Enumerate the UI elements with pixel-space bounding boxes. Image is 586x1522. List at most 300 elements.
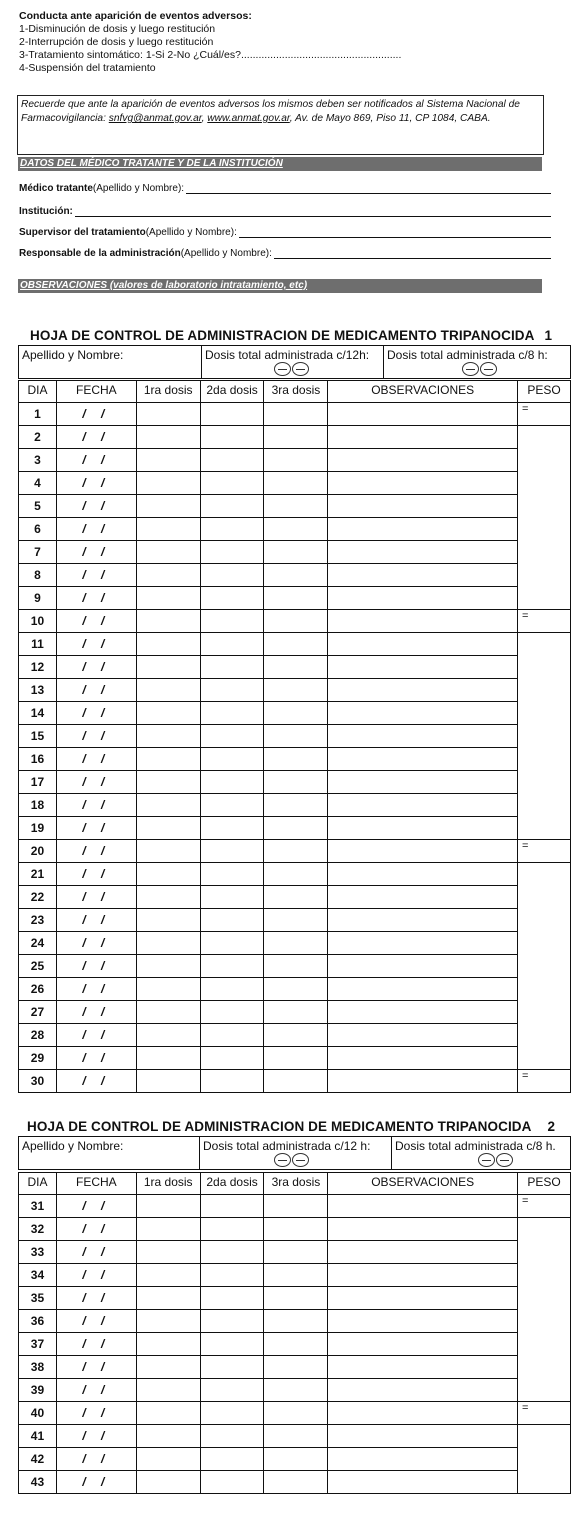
dose-1-cell[interactable] (136, 1402, 200, 1425)
col-dose-3: 3ra dosis (264, 381, 328, 403)
observations-cell[interactable] (328, 1218, 518, 1241)
weight-cell-continuation[interactable] (518, 794, 571, 817)
date-field[interactable]: / / (56, 1356, 136, 1379)
dose-2-cell[interactable] (200, 1264, 264, 1287)
date-field[interactable]: / / (56, 449, 136, 472)
observations-cell[interactable] (328, 702, 518, 725)
table-row (19, 1425, 571, 1448)
notice-web-link[interactable]: www.anmat.gov.ar (207, 113, 290, 124)
observations-cell[interactable] (328, 1333, 518, 1356)
observations-cell[interactable] (328, 541, 518, 564)
dose-2-cell[interactable] (200, 449, 264, 472)
weight-cell-continuation[interactable] (518, 564, 571, 587)
date-field[interactable]: / / (56, 748, 136, 771)
dose-1-cell[interactable] (136, 610, 200, 633)
dose-3-cell[interactable] (264, 886, 328, 909)
observations-cell[interactable] (328, 1448, 518, 1471)
dose-1-cell[interactable] (136, 1379, 200, 1402)
observations-cell[interactable] (328, 909, 518, 932)
day-number: 42 (19, 1448, 57, 1471)
dose-1-cell[interactable] (136, 679, 200, 702)
dose-1-cell[interactable] (136, 1333, 200, 1356)
dose-1-cell[interactable] (136, 978, 200, 1001)
dose-2-cell[interactable] (200, 1195, 264, 1218)
dose-2-cell[interactable] (200, 1425, 264, 1448)
observations-cell[interactable] (328, 771, 518, 794)
date-field[interactable]: / / (56, 1310, 136, 1333)
day-number: 43 (19, 1471, 57, 1494)
date-field[interactable]: / / (56, 1379, 136, 1402)
dose-2-cell[interactable] (200, 518, 264, 541)
dose-3-cell[interactable] (264, 1047, 328, 1070)
dose-1-cell[interactable] (136, 472, 200, 495)
date-field[interactable]: / / (56, 1070, 136, 1093)
observations-cell[interactable] (328, 932, 518, 955)
weight-cell-continuation[interactable] (518, 978, 571, 1001)
observations-cell[interactable] (328, 1287, 518, 1310)
observations-cell[interactable] (328, 679, 518, 702)
dose-2-cell[interactable] (200, 863, 264, 886)
dose-2-cell[interactable] (200, 541, 264, 564)
dose-3-cell[interactable] (264, 1241, 328, 1264)
dose-1-cell[interactable] (136, 518, 200, 541)
weight-cell-continuation[interactable] (518, 656, 571, 679)
dose-2-cell[interactable] (200, 1448, 264, 1471)
date-field[interactable]: / / (56, 1333, 136, 1356)
dose-3-cell[interactable] (264, 518, 328, 541)
dose-1-cell[interactable] (136, 633, 200, 656)
dose-2-cell[interactable] (200, 1218, 264, 1241)
observations-cell[interactable] (328, 840, 518, 863)
dose-1-cell[interactable] (136, 1287, 200, 1310)
dose-3-cell[interactable] (264, 932, 328, 955)
dose-1-cell[interactable] (136, 817, 200, 840)
table-row (19, 633, 571, 656)
date-field[interactable]: / / (56, 1195, 136, 1218)
dose-2-cell[interactable] (200, 840, 264, 863)
dose-1-cell[interactable] (136, 449, 200, 472)
dose-3-cell[interactable] (264, 656, 328, 679)
dose-2-cell[interactable] (200, 725, 264, 748)
dose-1-cell[interactable] (136, 1471, 200, 1494)
weight-cell-continuation[interactable] (518, 449, 571, 472)
date-field[interactable]: / / (56, 610, 136, 633)
notice-email-link[interactable]: snfvg@anmat.gov.ar (108, 113, 202, 124)
observations-cell[interactable] (328, 426, 518, 449)
observations-cell[interactable] (328, 1356, 518, 1379)
date-field[interactable]: / / (56, 794, 136, 817)
dose-2-cell[interactable] (200, 610, 264, 633)
date-field[interactable]: / / (56, 403, 136, 426)
date-field[interactable]: / / (56, 1402, 136, 1425)
dose-1-cell[interactable] (136, 1356, 200, 1379)
date-field[interactable]: / / (56, 702, 136, 725)
observations-cell[interactable] (328, 1310, 518, 1333)
weight-cell[interactable]: = (518, 1402, 571, 1425)
dose-1-cell[interactable] (136, 495, 200, 518)
observations-cell[interactable] (328, 1241, 518, 1264)
dose-2-cell[interactable] (200, 955, 264, 978)
dose-3-cell[interactable] (264, 1379, 328, 1402)
date-field[interactable]: / / (56, 1471, 136, 1494)
observations-cell[interactable] (328, 587, 518, 610)
observations-cell[interactable] (328, 564, 518, 587)
dose-2-cell[interactable] (200, 587, 264, 610)
dose-3-cell[interactable] (264, 403, 328, 426)
dose-3-cell[interactable] (264, 449, 328, 472)
observations-cell[interactable] (328, 449, 518, 472)
dose-2-cell[interactable] (200, 1402, 264, 1425)
dose-3-cell[interactable] (264, 1356, 328, 1379)
weight-cell-continuation[interactable] (518, 1241, 571, 1264)
weight-cell-continuation[interactable] (518, 541, 571, 564)
observations-cell[interactable] (328, 725, 518, 748)
dose-2-cell[interactable] (200, 403, 264, 426)
weight-cell[interactable]: = (518, 1070, 571, 1093)
dose-2-cell[interactable] (200, 1024, 264, 1047)
dose-3-cell[interactable] (264, 1218, 328, 1241)
observations-cell[interactable] (328, 1379, 518, 1402)
dose-1-cell[interactable] (136, 863, 200, 886)
weight-cell-continuation[interactable] (518, 1333, 571, 1356)
dose-3-cell[interactable] (264, 541, 328, 564)
date-field[interactable]: / / (56, 1264, 136, 1287)
dose-1-cell[interactable] (136, 1218, 200, 1241)
date-field[interactable]: / / (56, 656, 136, 679)
weight-cell-continuation[interactable] (518, 932, 571, 955)
dose-2-cell[interactable] (200, 748, 264, 771)
date-field[interactable]: / / (56, 909, 136, 932)
date-field[interactable]: / / (56, 633, 136, 656)
date-field[interactable]: / / (56, 426, 136, 449)
dose-1-cell[interactable] (136, 1047, 200, 1070)
date-field[interactable]: / / (56, 1001, 136, 1024)
dose-2-cell[interactable] (200, 633, 264, 656)
observations-cell[interactable] (328, 817, 518, 840)
weight-cell-continuation[interactable] (518, 518, 571, 541)
observations-cell[interactable] (328, 518, 518, 541)
dose-3-cell[interactable] (264, 1024, 328, 1047)
observations-cell[interactable] (328, 403, 518, 426)
weight-cell-continuation[interactable] (518, 748, 571, 771)
dose-3-cell[interactable] (264, 909, 328, 932)
observations-cell[interactable] (328, 886, 518, 909)
date-field[interactable]: / / (56, 840, 136, 863)
dose-2-cell[interactable] (200, 886, 264, 909)
date-field[interactable]: / / (56, 886, 136, 909)
dose-2-cell[interactable] (200, 909, 264, 932)
observations-cell[interactable] (328, 1001, 518, 1024)
observations-cell[interactable] (328, 1471, 518, 1494)
weight-cell[interactable]: = (518, 1195, 571, 1218)
dose-1-cell[interactable] (136, 541, 200, 564)
observations-cell[interactable] (328, 1047, 518, 1070)
table-row (19, 495, 571, 518)
weight-cell-continuation[interactable] (518, 725, 571, 748)
weight-cell-continuation[interactable] (518, 1356, 571, 1379)
dose-3-cell[interactable] (264, 1001, 328, 1024)
dose-1-cell[interactable] (136, 794, 200, 817)
observations-cell[interactable] (328, 1195, 518, 1218)
date-field[interactable]: / / (56, 541, 136, 564)
day-number: 15 (19, 725, 57, 748)
dose-1-cell[interactable] (136, 587, 200, 610)
dose-3-cell[interactable] (264, 863, 328, 886)
dose-2-cell[interactable] (200, 817, 264, 840)
date-field[interactable]: / / (56, 564, 136, 587)
dose-2-cell[interactable] (200, 1287, 264, 1310)
field-supervisor[interactable] (19, 227, 551, 238)
weight-cell-continuation[interactable] (518, 702, 571, 725)
dose-2-cell[interactable] (200, 932, 264, 955)
field-medico-line[interactable] (186, 184, 551, 194)
dose-3-cell[interactable] (264, 1310, 328, 1333)
weight-cell-continuation[interactable] (518, 771, 571, 794)
sheet-1-patient-cell[interactable] (19, 346, 201, 378)
observations-cell[interactable] (328, 863, 518, 886)
dose-1-cell[interactable] (136, 1425, 200, 1448)
dose-3-cell[interactable] (264, 955, 328, 978)
capsule-icon (496, 1153, 513, 1167)
dose-3-cell[interactable] (264, 564, 328, 587)
dose-1-cell[interactable] (136, 955, 200, 978)
dose-1-cell[interactable] (136, 840, 200, 863)
dose-3-cell[interactable] (264, 771, 328, 794)
weight-cell-continuation[interactable] (518, 587, 571, 610)
dose-1-cell[interactable] (136, 1448, 200, 1471)
sheet-1-patient-label: Apellido y Nombre: (22, 348, 124, 362)
observations-cell[interactable] (328, 656, 518, 679)
date-field[interactable]: / / (56, 1218, 136, 1241)
field-responsable-line[interactable] (274, 249, 551, 259)
observations-cell[interactable] (328, 1070, 518, 1093)
date-field[interactable]: / / (56, 1241, 136, 1264)
date-field[interactable]: / / (56, 1287, 136, 1310)
dose-2-cell[interactable] (200, 679, 264, 702)
observations-cell[interactable] (328, 1264, 518, 1287)
field-responsable[interactable] (19, 248, 551, 259)
date-field[interactable]: / / (56, 472, 136, 495)
table-row (19, 1287, 571, 1310)
notice-text: Recuerde que ante la aparición de eventos adversos los mismos deben ser notificados al Sistema Nacional de Farmacovigilancia: (21, 99, 520, 124)
sheet-2-dose12-cell[interactable] (199, 1137, 391, 1169)
dose-3-cell[interactable] (264, 1448, 328, 1471)
field-supervisor-label: Supervisor del tratamiento (19, 227, 146, 238)
table-row (19, 679, 571, 702)
weight-cell-continuation[interactable] (518, 1287, 571, 1310)
weight-cell-continuation[interactable] (518, 1471, 571, 1494)
weight-cell-continuation[interactable] (518, 909, 571, 932)
observations-cell[interactable] (328, 1425, 518, 1448)
dose-3-cell[interactable] (264, 1287, 328, 1310)
weight-cell-continuation[interactable] (518, 817, 571, 840)
dose-3-cell[interactable] (264, 679, 328, 702)
dose-3-cell[interactable] (264, 426, 328, 449)
sheet-1-dose8-cell[interactable] (383, 346, 570, 378)
observations-cell[interactable] (328, 955, 518, 978)
weight-cell[interactable]: = (518, 840, 571, 863)
dose-3-cell[interactable] (264, 1425, 328, 1448)
weight-cell-continuation[interactable] (518, 1001, 571, 1024)
day-number: 32 (19, 1218, 57, 1241)
dose-1-cell[interactable] (136, 1310, 200, 1333)
dose-2-cell[interactable] (200, 1070, 264, 1093)
dose-1-cell[interactable] (136, 771, 200, 794)
dose-3-cell[interactable] (264, 1070, 328, 1093)
dose-1-cell[interactable] (136, 909, 200, 932)
dose-3-cell[interactable] (264, 794, 328, 817)
dose-1-cell[interactable] (136, 932, 200, 955)
weight-cell-continuation[interactable] (518, 1047, 571, 1070)
dose-1-cell[interactable] (136, 656, 200, 679)
observations-cell[interactable] (328, 1024, 518, 1047)
dose-3-cell[interactable] (264, 748, 328, 771)
table-row (19, 1001, 571, 1024)
dose-3-cell[interactable] (264, 472, 328, 495)
weight-cell-continuation[interactable] (518, 1024, 571, 1047)
date-field[interactable]: / / (56, 1047, 136, 1070)
date-field[interactable]: / / (56, 932, 136, 955)
dose-3-cell[interactable] (264, 702, 328, 725)
dose-3-cell[interactable] (264, 1402, 328, 1425)
date-field[interactable]: / / (56, 679, 136, 702)
field-supervisor-line[interactable] (239, 228, 551, 238)
dose-1-cell[interactable] (136, 1001, 200, 1024)
dose-3-cell[interactable] (264, 1195, 328, 1218)
field-institucion[interactable] (19, 206, 551, 217)
field-institucion-line[interactable] (75, 207, 551, 217)
observations-cell[interactable] (328, 794, 518, 817)
date-field[interactable]: / / (56, 495, 136, 518)
dose-2-cell[interactable] (200, 1310, 264, 1333)
dose-3-cell[interactable] (264, 587, 328, 610)
observations-cell[interactable] (328, 978, 518, 1001)
dose-2-cell[interactable] (200, 564, 264, 587)
weight-cell-continuation[interactable] (518, 955, 571, 978)
weight-cell-continuation[interactable] (518, 1264, 571, 1287)
dose-1-cell[interactable] (136, 564, 200, 587)
dose-2-cell[interactable] (200, 495, 264, 518)
observations-cell[interactable] (328, 748, 518, 771)
dose-1-cell[interactable] (136, 1264, 200, 1287)
dose-2-cell[interactable] (200, 794, 264, 817)
weight-cell-continuation[interactable] (518, 679, 571, 702)
weight-cell[interactable]: = (518, 403, 571, 426)
dose-3-cell[interactable] (264, 978, 328, 1001)
date-field[interactable]: / / (56, 817, 136, 840)
dose-2-cell[interactable] (200, 702, 264, 725)
weight-cell-continuation[interactable] (518, 1448, 571, 1471)
dose-1-cell[interactable] (136, 1241, 200, 1264)
dose-1-cell[interactable] (136, 702, 200, 725)
date-field[interactable]: / / (56, 978, 136, 1001)
observations-cell[interactable] (328, 472, 518, 495)
sheet-2-dose8-label: Dosis total administrada c/8 h. (395, 1139, 556, 1153)
col-fecha: FECHA (56, 1173, 136, 1195)
dose-3-cell[interactable] (264, 725, 328, 748)
weight-cell-continuation[interactable] (518, 886, 571, 909)
dose-2-cell[interactable] (200, 1241, 264, 1264)
sheet-2-dose8-cell[interactable] (391, 1137, 570, 1169)
date-field[interactable]: / / (56, 1448, 136, 1471)
dose-3-cell[interactable] (264, 610, 328, 633)
sheet-1-dose12-capsule-icons (274, 362, 309, 376)
table-row (19, 1241, 571, 1264)
dose-2-cell[interactable] (200, 1379, 264, 1402)
dose-1-cell[interactable] (136, 403, 200, 426)
dose-1-cell[interactable] (136, 1070, 200, 1093)
date-field[interactable]: / / (56, 518, 136, 541)
dose-3-cell[interactable] (264, 633, 328, 656)
weight-cell-continuation[interactable] (518, 633, 571, 656)
observations-cell[interactable] (328, 610, 518, 633)
date-field[interactable]: / / (56, 1024, 136, 1047)
sheet-1-title-text: HOJA DE CONTROL DE ADMINISTRACION DE MEDICAMENTO TRIPANOCIDA (30, 328, 535, 343)
table-row (19, 725, 571, 748)
date-field[interactable]: / / (56, 1425, 136, 1448)
dose-2-cell[interactable] (200, 656, 264, 679)
weight-cell[interactable]: = (518, 610, 571, 633)
weight-cell-continuation[interactable] (518, 495, 571, 518)
dose-3-cell[interactable] (264, 840, 328, 863)
dose-2-cell[interactable] (200, 771, 264, 794)
dose-2-cell[interactable] (200, 1471, 264, 1494)
dose-1-cell[interactable] (136, 725, 200, 748)
weight-cell-continuation[interactable] (518, 1310, 571, 1333)
sheet-2-patient-cell[interactable] (19, 1137, 199, 1169)
dose-2-cell[interactable] (200, 426, 264, 449)
weight-cell-continuation[interactable] (518, 1379, 571, 1402)
observations-cell[interactable] (328, 633, 518, 656)
day-number: 40 (19, 1402, 57, 1425)
notification-notice (17, 95, 544, 155)
dose-2-cell[interactable] (200, 1047, 264, 1070)
weight-cell-continuation[interactable] (518, 472, 571, 495)
dose-1-cell[interactable] (136, 886, 200, 909)
observations-cell[interactable] (328, 495, 518, 518)
weight-cell-continuation[interactable] (518, 1425, 571, 1448)
dose-3-cell[interactable] (264, 1264, 328, 1287)
dose-3-cell[interactable] (264, 495, 328, 518)
dose-2-cell[interactable] (200, 472, 264, 495)
dose-2-cell[interactable] (200, 1333, 264, 1356)
date-field[interactable]: / / (56, 955, 136, 978)
dose-2-cell[interactable] (200, 978, 264, 1001)
dose-1-cell[interactable] (136, 426, 200, 449)
observations-cell[interactable] (328, 1402, 518, 1425)
weight-cell-continuation[interactable] (518, 1218, 571, 1241)
dose-3-cell[interactable] (264, 1333, 328, 1356)
sheet-2-patient-label: Apellido y Nombre: (22, 1139, 124, 1153)
field-medico[interactable] (19, 183, 551, 194)
weight-cell-continuation[interactable] (518, 426, 571, 449)
dose-1-cell[interactable] (136, 1195, 200, 1218)
dose-3-cell[interactable] (264, 1471, 328, 1494)
dose-1-cell[interactable] (136, 1024, 200, 1047)
col-peso: PESO (518, 1173, 571, 1195)
dose-3-cell[interactable] (264, 817, 328, 840)
date-field[interactable]: / / (56, 863, 136, 886)
col-dia: DIA (19, 1173, 57, 1195)
dose-2-cell[interactable] (200, 1356, 264, 1379)
dose-2-cell[interactable] (200, 1001, 264, 1024)
sheet-1-dose12-cell[interactable] (201, 346, 383, 378)
date-field[interactable]: / / (56, 725, 136, 748)
weight-cell-continuation[interactable] (518, 863, 571, 886)
date-field[interactable]: / / (56, 587, 136, 610)
dose-1-cell[interactable] (136, 748, 200, 771)
date-field[interactable]: / / (56, 771, 136, 794)
